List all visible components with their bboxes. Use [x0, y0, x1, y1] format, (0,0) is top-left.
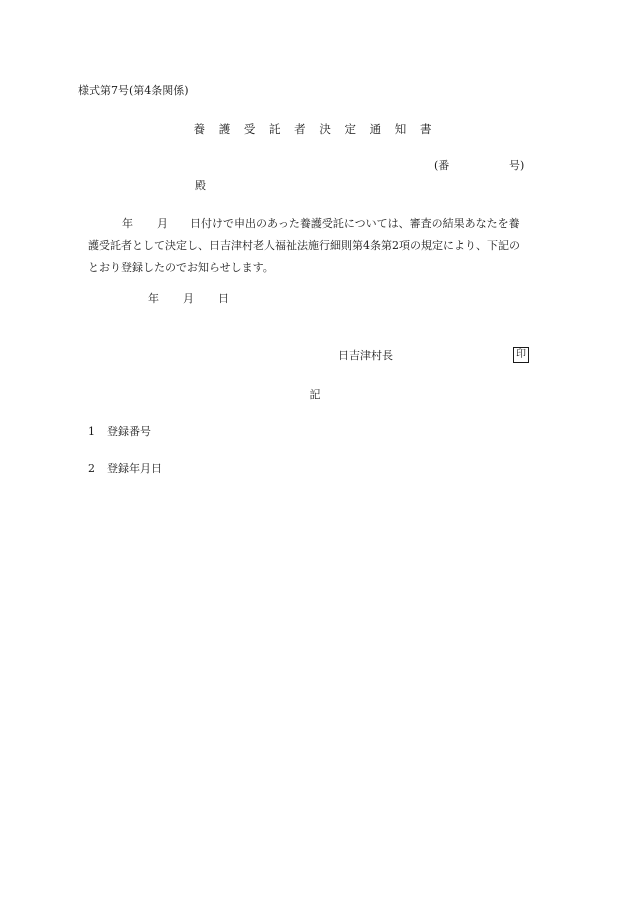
- body-paragraph: [88, 213, 553, 279]
- issuer-title: 日吉津村長: [338, 349, 393, 362]
- document-number-close: 号): [509, 159, 525, 172]
- item-label: 登録年月日: [107, 462, 162, 475]
- date-year-word: 年: [148, 292, 159, 305]
- list-item-registration-date: [88, 462, 162, 476]
- item-number: 1: [88, 425, 95, 438]
- document-number-open: (番: [434, 159, 450, 172]
- list-item-registration-number: [88, 425, 151, 439]
- form-number-label: 様式第7号(第4条関係): [78, 84, 189, 97]
- notation-heading: 記: [309, 388, 321, 401]
- date-day-word: 日: [218, 292, 229, 305]
- addressee-honorific: 殿: [195, 179, 206, 192]
- body-line-3: とおり登録したのでお知らせします。: [88, 261, 274, 274]
- body-line-1: [88, 213, 553, 235]
- body-line-2: 護受託者として決定し、日吉津村老人福祉法施行細則第4条第2項の規定により、下記の: [88, 239, 520, 252]
- issue-date-line: [148, 292, 229, 306]
- body-year-word: 年: [122, 217, 133, 230]
- item-number: 2: [88, 462, 95, 475]
- body-line-1-text: 日付けで申出のあった養護受託については、審査の結果あなたを養: [190, 217, 520, 230]
- item-label: 登録番号: [107, 425, 151, 438]
- body-month-word: 月: [157, 217, 168, 230]
- seal-stamp-box: 印: [513, 347, 529, 363]
- date-month-word: 月: [183, 292, 194, 305]
- document-title: 養 護 受 託 者 決 定 通 知 書: [193, 122, 437, 136]
